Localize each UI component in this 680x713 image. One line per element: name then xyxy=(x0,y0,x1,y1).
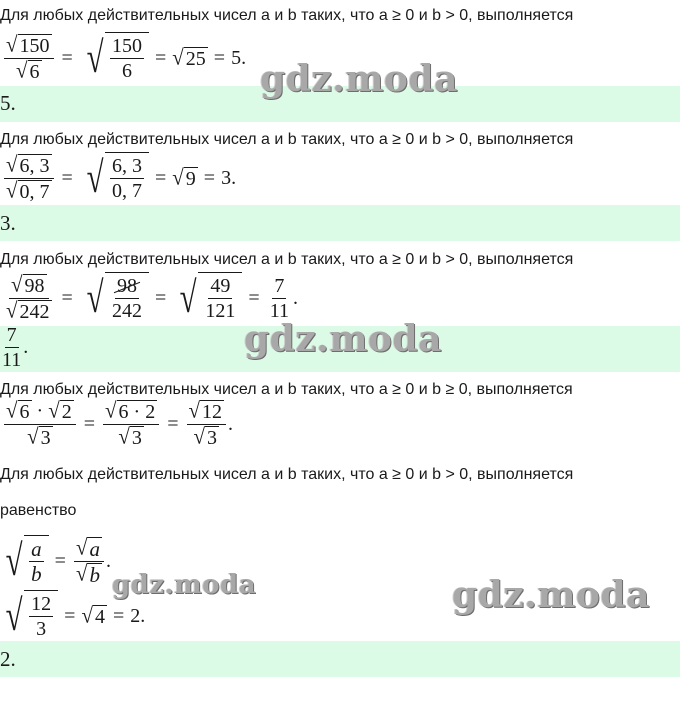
rule-text-2: Для любых действительных чисел a и b таких, что a ≥ 0 и b > 0, выполняется xyxy=(0,131,574,148)
equality-word: равенство xyxy=(0,502,77,519)
answer-band-2 xyxy=(0,205,680,241)
answer-3: $\frac{7}{11}$ . xyxy=(2,324,29,371)
watermark: gdz.moda xyxy=(112,570,257,600)
formula-1: √ 150 √ 6 = √ $\frac{150}{6}$ = √ 25 = 5. xyxy=(6,30,247,83)
rule-text-4: Для любых действительных чисел a и b таких, что a ≥ 0 и b ≥ 0, выполняется xyxy=(0,381,573,398)
answer-5: 2. xyxy=(0,647,16,671)
rule-text-5: Для любых действительных чисел a и b таких, что a ≥ 0 и b > 0, выполняется xyxy=(0,466,574,483)
watermark: gdz.moda xyxy=(260,58,458,100)
fraction: √ 150 √ 6 xyxy=(4,34,54,83)
formula-5a: √ $\frac{a}{b}$ = √ a √ b . xyxy=(5,533,111,587)
rule-text-1: Для любых действительных чисел a и b таких, что a ≥ 0 и b > 0, выполняется xyxy=(0,7,574,24)
watermark: gdz.moda xyxy=(452,574,650,616)
formula-4: √ 6 · √ 2 √ 3 = √ 6 · 2 √ 3 = √ 12 √ 3 . xyxy=(6,397,234,449)
rule-text-3: Для любых действительных чисел a и b таких, что a ≥ 0 и b > 0, выполняется xyxy=(0,251,574,268)
answer-2: 3. xyxy=(0,211,16,235)
formula-5b: √ $\frac{12}{3}$ = √ 4 = 2. xyxy=(5,591,146,640)
answer-1: 5. xyxy=(0,91,16,115)
formula-2: √ 6, 3 √ 0, 7 = √ $\frac{6, 3}{0, 7}$ = √ 9 = 3. xyxy=(6,150,237,203)
answer-band-5 xyxy=(0,641,680,677)
watermark: gdz.moda xyxy=(244,318,442,360)
formula-3: √ 98 √ 242 = √ $\frac{98}{242}$ = √ $\frac{49}{121}$ = $\frac{7}{11}$ . xyxy=(6,270,298,323)
